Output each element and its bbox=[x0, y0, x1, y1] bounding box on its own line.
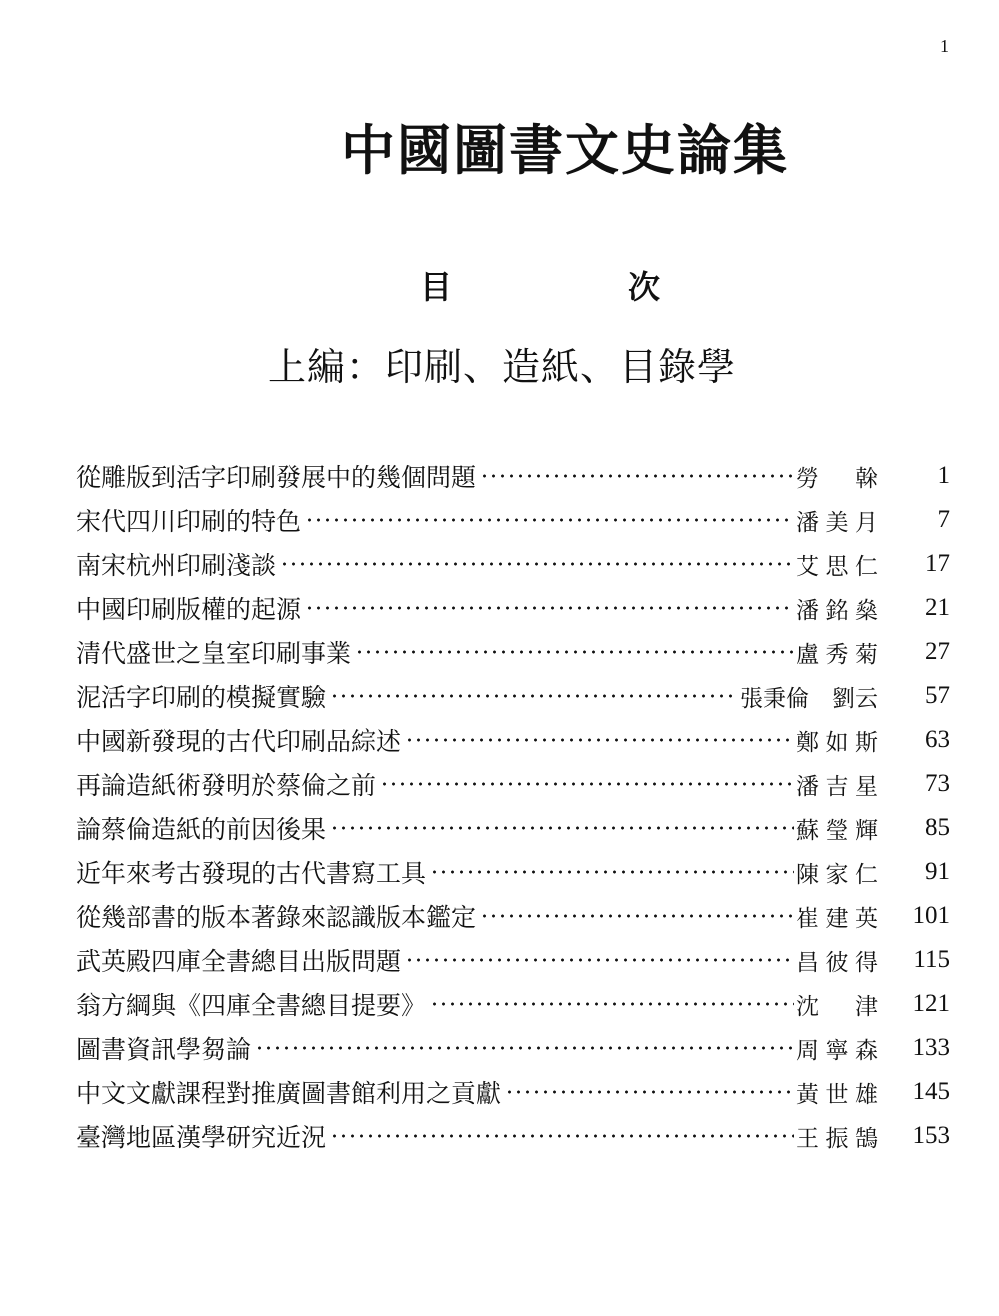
toc-leader-dots bbox=[405, 737, 794, 743]
toc-entry-title: 從雕版到活字印刷發展中的幾個問題 bbox=[76, 463, 477, 492]
toc-entry-author: 潘銘燊 bbox=[796, 597, 878, 624]
toc-entry bbox=[76, 542, 950, 586]
toc-entry-author: 王振鵠 bbox=[796, 1125, 878, 1152]
toc-entry-title: 南宋杭州印刷淺談 bbox=[76, 551, 277, 580]
toc-entry bbox=[76, 674, 950, 718]
toc-entry-title: 中文文獻課程對推廣圖書館利用之貢獻 bbox=[76, 1079, 502, 1108]
toc-entry-page: 17 bbox=[925, 550, 950, 577]
toc-entry-title: 翁方綱與《四庫全書總目提要》 bbox=[76, 991, 427, 1020]
toc-entry-title: 從幾部書的版本著錄來認識版本鑑定 bbox=[76, 903, 477, 932]
toc-entry-title: 清代盛世之皇室印刷事業 bbox=[76, 639, 352, 668]
toc-leader-dots bbox=[255, 1045, 794, 1051]
toc-entry bbox=[76, 1070, 950, 1114]
toc-entry bbox=[76, 454, 950, 498]
toc-entry-title: 近年來考古發現的古代書寫工具 bbox=[76, 859, 427, 888]
toc-entry-author: 鄭如斯 bbox=[796, 729, 878, 756]
toc-entry-page: 57 bbox=[925, 682, 950, 709]
toc-entry-page: 91 bbox=[925, 858, 950, 885]
toc-leader-dots bbox=[280, 561, 794, 567]
toc-entry-author: 崔建英 bbox=[796, 905, 878, 932]
toc-entry-page: 153 bbox=[912, 1122, 950, 1149]
toc-entry bbox=[76, 938, 950, 982]
toc-entry-author: 沈 津 bbox=[796, 993, 878, 1020]
toc-entry bbox=[76, 718, 950, 762]
toc-entry-title: 武英殿四庫全書總目出版問題 bbox=[76, 947, 402, 976]
toc-entry-author: 張秉倫 劉云 bbox=[740, 685, 878, 712]
toc-entry bbox=[76, 894, 950, 938]
toc-entry-title: 宋代四川印刷的特色 bbox=[76, 507, 302, 536]
toc-entry-author: 艾思仁 bbox=[796, 553, 878, 580]
toc-entry-page: 145 bbox=[912, 1078, 950, 1105]
toc-entry-title: 圖書資訊學芻論 bbox=[76, 1035, 252, 1064]
toc-entry-author: 蘇瑩輝 bbox=[796, 817, 878, 844]
toc-leader-dots bbox=[480, 473, 794, 479]
toc-leader-dots bbox=[430, 1001, 794, 1007]
toc-entry-title: 泥活字印刷的模擬實驗 bbox=[76, 683, 327, 712]
toc-entry bbox=[76, 806, 950, 850]
toc-entry-page: 101 bbox=[912, 902, 950, 929]
toc-leader-dots bbox=[405, 957, 794, 963]
book-title: 中國圖書文史論集 bbox=[341, 118, 789, 182]
toc-entry-page: 133 bbox=[912, 1034, 950, 1061]
toc-entry bbox=[76, 1114, 950, 1158]
toc-entry-author: 陳家仁 bbox=[796, 861, 878, 888]
toc-entry-author: 潘吉星 bbox=[796, 773, 878, 800]
toc-entry-page: 7 bbox=[937, 506, 950, 533]
toc-leader-dots bbox=[505, 1089, 794, 1095]
section-heading: 上編：印刷、造紙、目錄學 bbox=[268, 345, 737, 389]
toc-leader-dots bbox=[330, 693, 738, 699]
toc-entry-page: 63 bbox=[925, 726, 950, 753]
toc-entry bbox=[76, 762, 950, 806]
toc-entry bbox=[76, 1026, 950, 1070]
toc-entry-author: 黃世雄 bbox=[796, 1081, 878, 1108]
toc-entry-page: 1 bbox=[937, 462, 950, 489]
toc-entry bbox=[76, 586, 950, 630]
toc-entry-page: 115 bbox=[913, 946, 950, 973]
table-of-contents bbox=[76, 454, 950, 1158]
toc-entry-page: 21 bbox=[925, 594, 950, 621]
toc-entry-page: 85 bbox=[925, 814, 950, 841]
toc-entry bbox=[76, 498, 950, 542]
toc-entry-title: 論蔡倫造紙的前因後果 bbox=[76, 815, 327, 844]
toc-entry-author: 潘美月 bbox=[796, 509, 878, 536]
toc-leader-dots bbox=[305, 605, 794, 611]
toc-leader-dots bbox=[480, 913, 794, 919]
toc-leader-dots bbox=[355, 649, 794, 655]
toc-entry-title: 中國印刷版權的起源 bbox=[76, 595, 302, 624]
toc-entry bbox=[76, 850, 950, 894]
toc-leader-dots bbox=[330, 825, 794, 831]
toc-entry bbox=[76, 982, 950, 1026]
toc-leader-dots bbox=[430, 869, 794, 875]
contents-heading-left: 目 bbox=[420, 268, 453, 306]
contents-heading-right: 次 bbox=[627, 268, 660, 306]
toc-entry-author: 盧秀菊 bbox=[796, 641, 878, 668]
toc-entry bbox=[76, 630, 950, 674]
toc-entry-title: 再論造紙術發明於蔡倫之前 bbox=[76, 771, 377, 800]
page-number: 1 bbox=[940, 36, 949, 56]
toc-entry-title: 臺灣地區漢學研究近況 bbox=[76, 1123, 327, 1152]
toc-entry-page: 73 bbox=[925, 770, 950, 797]
toc-leader-dots bbox=[330, 1133, 794, 1139]
toc-leader-dots bbox=[305, 517, 794, 523]
toc-entry-page: 121 bbox=[912, 990, 950, 1017]
contents-heading bbox=[420, 262, 660, 308]
toc-entry-title: 中國新發現的古代印刷品綜述 bbox=[76, 727, 402, 756]
toc-entry-author: 勞 榦 bbox=[796, 465, 878, 492]
toc-entry-author: 昌彼得 bbox=[796, 949, 878, 976]
toc-entry-author: 周寧森 bbox=[796, 1037, 878, 1064]
toc-entry-page: 27 bbox=[925, 638, 950, 665]
toc-leader-dots bbox=[380, 781, 794, 787]
